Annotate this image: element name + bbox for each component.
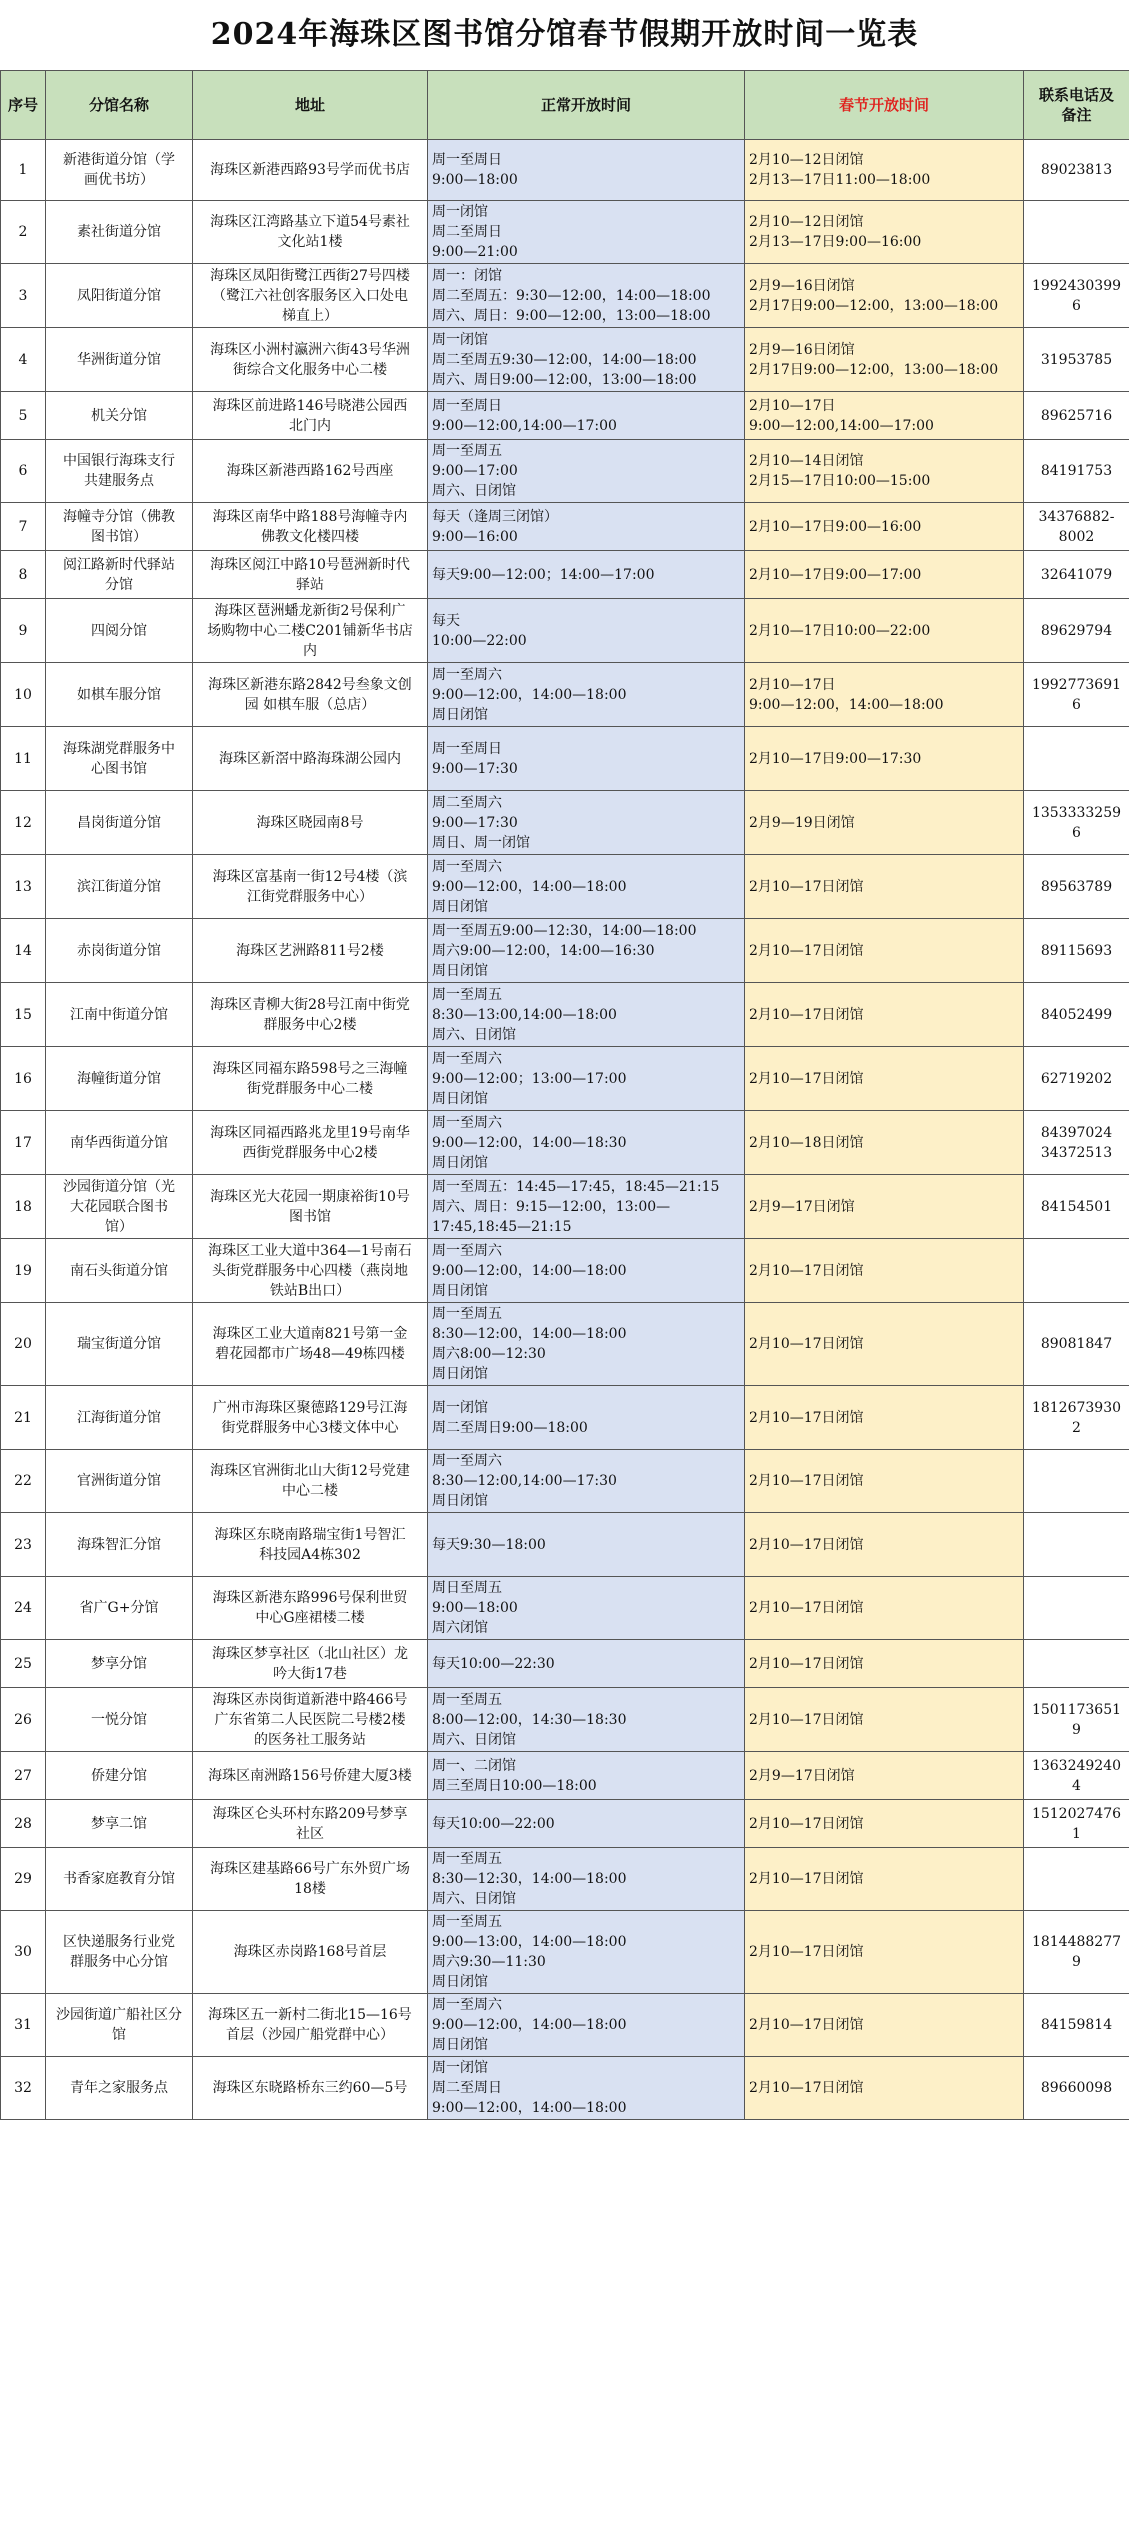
cell-contact: 34376882- 8002 bbox=[1024, 503, 1129, 551]
cell-contact: 18144882779 bbox=[1024, 1911, 1129, 1994]
cell-spring-hours: 2月10—17日闭馆 bbox=[745, 1047, 1024, 1111]
cell-address: 海珠区东晓路桥东三约60—5号 bbox=[193, 2057, 428, 2120]
table-row bbox=[1, 1239, 1129, 1303]
cell-normal-hours: 周一至周日 9:00—18:00 bbox=[428, 140, 745, 201]
cell-address: 海珠区建基路66号广东外贸广场 18楼 bbox=[193, 1848, 428, 1911]
page-title: 2024年海珠区图书馆分馆春节假期开放时间一览表 bbox=[210, 17, 919, 52]
cell-address: 海珠区梦享社区（北山社区）龙 吟大街17巷 bbox=[193, 1640, 428, 1688]
cell-normal-hours: 周一至周五 9:00—13:00，14:00—18:00 周六9:30—11:30 周日闭馆 bbox=[428, 1911, 745, 1994]
cell-no: 22 bbox=[1, 1450, 46, 1513]
cell-contact: 89081847 bbox=[1024, 1303, 1129, 1386]
cell-address: 海珠区凤阳街鹭江西街27号四楼 （鹭江六社创客服务区入口处电 梯直上） bbox=[193, 264, 428, 328]
table-header-row bbox=[1, 71, 1129, 140]
cell-contact: 62719202 bbox=[1024, 1047, 1129, 1111]
table-row bbox=[1, 1047, 1129, 1111]
cell-no: 4 bbox=[1, 328, 46, 392]
cell-name: 滨江街道分馆 bbox=[46, 855, 193, 919]
cell-no: 27 bbox=[1, 1752, 46, 1800]
cell-name: 新港街道分馆（学 画优书坊） bbox=[46, 140, 193, 201]
cell-name: 机关分馆 bbox=[46, 392, 193, 440]
cell-no: 14 bbox=[1, 919, 46, 983]
header-no: 序号 bbox=[1, 71, 46, 140]
cell-name: 华洲街道分馆 bbox=[46, 328, 193, 392]
cell-spring-hours: 2月9—19日闭馆 bbox=[745, 791, 1024, 855]
cell-no: 7 bbox=[1, 503, 46, 551]
cell-spring-hours: 2月10—17日闭馆 bbox=[745, 1239, 1024, 1303]
cell-no: 23 bbox=[1, 1513, 46, 1577]
cell-contact: 19927736916 bbox=[1024, 663, 1129, 727]
cell-contact: 13533332596 bbox=[1024, 791, 1129, 855]
cell-contact: 32641079 bbox=[1024, 551, 1129, 599]
cell-address: 海珠区小洲村瀛洲六街43号华洲 街综合文化服务中心二楼 bbox=[193, 328, 428, 392]
table-row bbox=[1, 264, 1129, 328]
cell-contact: 15120274761 bbox=[1024, 1800, 1129, 1848]
cell-name: 四阅分馆 bbox=[46, 599, 193, 663]
cell-contact bbox=[1024, 1450, 1129, 1513]
cell-contact: 84191753 bbox=[1024, 440, 1129, 503]
table-row bbox=[1, 1386, 1129, 1450]
cell-normal-hours: 周一至周日 9:00—12:00,14:00—17:00 bbox=[428, 392, 745, 440]
cell-no: 32 bbox=[1, 2057, 46, 2120]
cell-no: 6 bbox=[1, 440, 46, 503]
cell-no: 8 bbox=[1, 551, 46, 599]
cell-normal-hours: 周一至周六 9:00—12:00，14:00—18:00 周日闭馆 bbox=[428, 663, 745, 727]
cell-normal-hours: 周一至周六 9:00—12:00；13:00—17:00 周日闭馆 bbox=[428, 1047, 745, 1111]
header-address: 地址 bbox=[193, 71, 428, 140]
cell-spring-hours: 2月10—17日9:00—17:00 bbox=[745, 551, 1024, 599]
table-row bbox=[1, 551, 1129, 599]
cell-normal-hours: 周一、二闭馆 周三至周日10:00—18:00 bbox=[428, 1752, 745, 1800]
cell-contact: 15011736519 bbox=[1024, 1688, 1129, 1752]
cell-address: 海珠区新滘中路海珠湖公园内 bbox=[193, 727, 428, 791]
cell-no: 29 bbox=[1, 1848, 46, 1911]
cell-name: 昌岗街道分馆 bbox=[46, 791, 193, 855]
cell-contact: 31953785 bbox=[1024, 328, 1129, 392]
cell-normal-hours: 周一至周日 9:00—17:30 bbox=[428, 727, 745, 791]
cell-no: 15 bbox=[1, 983, 46, 1047]
cell-name: 海幢街道分馆 bbox=[46, 1047, 193, 1111]
cell-address: 海珠区富基南一街12号4楼（滨 江街党群服务中心） bbox=[193, 855, 428, 919]
cell-address: 海珠区南华中路188号海幢寺内 佛教文化楼四楼 bbox=[193, 503, 428, 551]
table-body bbox=[1, 140, 1129, 2120]
cell-contact bbox=[1024, 201, 1129, 264]
cell-address: 海珠区晓园南8号 bbox=[193, 791, 428, 855]
cell-spring-hours: 2月10—17日10:00—22:00 bbox=[745, 599, 1024, 663]
cell-spring-hours: 2月10—17日闭馆 bbox=[745, 983, 1024, 1047]
cell-address: 海珠区工业大道中364—1号南石 头街党群服务中心四楼（燕岗地 铁站B出口） bbox=[193, 1239, 428, 1303]
cell-spring-hours: 2月10—17日闭馆 bbox=[745, 1911, 1024, 1994]
table-row bbox=[1, 1640, 1129, 1688]
cell-spring-hours: 2月9—17日闭馆 bbox=[745, 1752, 1024, 1800]
cell-normal-hours: 周一：闭馆 周二至周五：9:30—12:00，14:00—18:00 周六、周日：9:00—12:00，13:00—18:00 bbox=[428, 264, 745, 328]
cell-normal-hours: 周一至周五 8:30—12:00，14:00—18:00 周六8:00—12:30 周日闭馆 bbox=[428, 1303, 745, 1386]
header-contact: 联系电话及 备注 bbox=[1024, 71, 1129, 140]
cell-no: 17 bbox=[1, 1111, 46, 1175]
cell-contact: 84397024 34372513 bbox=[1024, 1111, 1129, 1175]
cell-normal-hours: 每天9:00—12:00；14:00—17:00 bbox=[428, 551, 745, 599]
cell-spring-hours: 2月9—16日闭馆 2月17日9:00—12:00，13:00—18:00 bbox=[745, 328, 1024, 392]
cell-spring-hours: 2月10—17日闭馆 bbox=[745, 1800, 1024, 1848]
cell-no: 13 bbox=[1, 855, 46, 919]
cell-address: 海珠区光大花园一期康裕街10号 图书馆 bbox=[193, 1175, 428, 1239]
cell-contact: 89629794 bbox=[1024, 599, 1129, 663]
cell-spring-hours: 2月10—17日闭馆 bbox=[745, 1303, 1024, 1386]
cell-contact: 89115693 bbox=[1024, 919, 1129, 983]
cell-no: 18 bbox=[1, 1175, 46, 1239]
cell-no: 16 bbox=[1, 1047, 46, 1111]
cell-normal-hours: 每天 10:00—22:00 bbox=[428, 599, 745, 663]
table-row bbox=[1, 2057, 1129, 2120]
cell-name: 海珠湖党群服务中 心图书馆 bbox=[46, 727, 193, 791]
cell-no: 1 bbox=[1, 140, 46, 201]
cell-contact bbox=[1024, 1640, 1129, 1688]
cell-spring-hours: 2月10—17日闭馆 bbox=[745, 1577, 1024, 1640]
cell-name: 如棋车服分馆 bbox=[46, 663, 193, 727]
cell-name: 区快递服务行业党 群服务中心分馆 bbox=[46, 1911, 193, 1994]
cell-address: 海珠区南洲路156号侨建大厦3楼 bbox=[193, 1752, 428, 1800]
table-row bbox=[1, 201, 1129, 264]
table-row bbox=[1, 1175, 1129, 1239]
table-row bbox=[1, 1911, 1129, 1994]
table-row bbox=[1, 503, 1129, 551]
cell-no: 3 bbox=[1, 264, 46, 328]
cell-contact: 19924303996 bbox=[1024, 264, 1129, 328]
table-row bbox=[1, 599, 1129, 663]
cell-spring-hours: 2月10—12日闭馆 2月13—17日9:00—16:00 bbox=[745, 201, 1024, 264]
cell-name: 书香家庭教育分馆 bbox=[46, 1848, 193, 1911]
cell-no: 24 bbox=[1, 1577, 46, 1640]
cell-no: 25 bbox=[1, 1640, 46, 1688]
cell-address: 海珠区前进路146号晓港公园西 北门内 bbox=[193, 392, 428, 440]
cell-contact bbox=[1024, 1577, 1129, 1640]
cell-name: 省广G+分馆 bbox=[46, 1577, 193, 1640]
cell-name: 江海街道分馆 bbox=[46, 1386, 193, 1450]
table-row bbox=[1, 855, 1129, 919]
schedule-table bbox=[0, 70, 1129, 2120]
cell-address: 海珠区赤岗路168号首层 bbox=[193, 1911, 428, 1994]
cell-name: 南华西街道分馆 bbox=[46, 1111, 193, 1175]
cell-name: 梦享二馆 bbox=[46, 1800, 193, 1848]
table-row bbox=[1, 392, 1129, 440]
table-row bbox=[1, 1303, 1129, 1386]
header-name: 分馆名称 bbox=[46, 71, 193, 140]
table-row bbox=[1, 1800, 1129, 1848]
cell-address: 海珠区同福东路598号之三海幢 街党群服务中心二楼 bbox=[193, 1047, 428, 1111]
cell-spring-hours: 2月10—17日闭馆 bbox=[745, 1450, 1024, 1513]
cell-no: 20 bbox=[1, 1303, 46, 1386]
table-row bbox=[1, 440, 1129, 503]
cell-name: 沙园街道分馆（光 大花园联合图书 馆） bbox=[46, 1175, 193, 1239]
cell-name: 赤岗街道分馆 bbox=[46, 919, 193, 983]
cell-contact: 89563789 bbox=[1024, 855, 1129, 919]
cell-no: 30 bbox=[1, 1911, 46, 1994]
cell-contact: 13632492404 bbox=[1024, 1752, 1129, 1800]
cell-contact bbox=[1024, 1848, 1129, 1911]
cell-spring-hours: 2月10—18日闭馆 bbox=[745, 1111, 1024, 1175]
table-row bbox=[1, 1994, 1129, 2057]
cell-name: 南石头街道分馆 bbox=[46, 1239, 193, 1303]
cell-spring-hours: 2月10—14日闭馆 2月15—17日10:00—15:00 bbox=[745, 440, 1024, 503]
cell-contact: 89023813 bbox=[1024, 140, 1129, 201]
cell-address: 海珠区官洲街北山大街12号党建 中心二楼 bbox=[193, 1450, 428, 1513]
cell-normal-hours: 周一至周五：14:45—17:45，18:45—21:15 周六、周日：9:15—12:00，13:00— 17:45,18:45—21:15 bbox=[428, 1175, 745, 1239]
cell-normal-hours: 周一闭馆 周二至周五9:30—12:00，14:00—18:00 周六、周日9:00—12:00，13:00—18:00 bbox=[428, 328, 745, 392]
cell-normal-hours: 周一闭馆 周二至周日 9:00—12:00，14:00—18:00 bbox=[428, 2057, 745, 2120]
cell-name: 凤阳街道分馆 bbox=[46, 264, 193, 328]
cell-normal-hours: 周日至周五 9:00—18:00 周六闭馆 bbox=[428, 1577, 745, 1640]
cell-no: 21 bbox=[1, 1386, 46, 1450]
cell-normal-hours: 周一闭馆 周二至周日 9:00—21:00 bbox=[428, 201, 745, 264]
table-row bbox=[1, 983, 1129, 1047]
cell-name: 梦享分馆 bbox=[46, 1640, 193, 1688]
cell-address: 海珠区五一新村二街北15—16号 首层（沙园广船党群中心） bbox=[193, 1994, 428, 2057]
cell-no: 11 bbox=[1, 727, 46, 791]
header-spring-hours: 春节开放时间 bbox=[745, 71, 1024, 140]
cell-normal-hours: 周一至周五 8:00—12:00，14:30—18:30 周六、日闭馆 bbox=[428, 1688, 745, 1752]
cell-address: 海珠区新港东路2842号叁象文创 园 如棋车服（总店） bbox=[193, 663, 428, 727]
cell-address: 海珠区新港西路93号学而优书店 bbox=[193, 140, 428, 201]
cell-address: 海珠区新港东路996号保利世贸 中心G座裙楼二楼 bbox=[193, 1577, 428, 1640]
table-row bbox=[1, 663, 1129, 727]
cell-spring-hours: 2月10—17日闭馆 bbox=[745, 1848, 1024, 1911]
cell-contact bbox=[1024, 1513, 1129, 1577]
cell-normal-hours: 周一至周六 9:00—12:00，14:00—18:30 周日闭馆 bbox=[428, 1111, 745, 1175]
cell-spring-hours: 2月10—17日9:00—17:30 bbox=[745, 727, 1024, 791]
cell-no: 26 bbox=[1, 1688, 46, 1752]
cell-address: 海珠区江湾路基立下道54号素社 文化站1楼 bbox=[193, 201, 428, 264]
cell-normal-hours: 每天9:30—18:00 bbox=[428, 1513, 745, 1577]
cell-no: 19 bbox=[1, 1239, 46, 1303]
table-row bbox=[1, 1752, 1129, 1800]
table-row bbox=[1, 1513, 1129, 1577]
cell-no: 5 bbox=[1, 392, 46, 440]
cell-contact: 84159814 bbox=[1024, 1994, 1129, 2057]
cell-name: 沙园街道广船社区分 馆 bbox=[46, 1994, 193, 2057]
cell-name: 瑞宝街道分馆 bbox=[46, 1303, 193, 1386]
cell-address: 海珠区青柳大街28号江南中街党 群服务中心2楼 bbox=[193, 983, 428, 1047]
cell-spring-hours: 2月10—17日闭馆 bbox=[745, 1994, 1024, 2057]
table-row bbox=[1, 727, 1129, 791]
cell-contact: 89660098 bbox=[1024, 2057, 1129, 2120]
cell-normal-hours: 每天（逢周三闭馆） 9:00—16:00 bbox=[428, 503, 745, 551]
cell-name: 海珠智汇分馆 bbox=[46, 1513, 193, 1577]
cell-address: 海珠区新港西路162号西座 bbox=[193, 440, 428, 503]
cell-normal-hours: 周一至周六 9:00—12:00，14:00—18:00 周日闭馆 bbox=[428, 1239, 745, 1303]
cell-normal-hours: 周二至周六 9:00—17:30 周日、周一闭馆 bbox=[428, 791, 745, 855]
table-row bbox=[1, 1577, 1129, 1640]
cell-spring-hours: 2月9—16日闭馆 2月17日9:00—12:00，13:00—18:00 bbox=[745, 264, 1024, 328]
cell-address: 海珠区琶洲蟠龙新街2号保利广 场购物中心二楼C201铺新华书店 内 bbox=[193, 599, 428, 663]
cell-address: 海珠区仑头环村东路209号梦享 社区 bbox=[193, 1800, 428, 1848]
cell-normal-hours: 每天10:00—22:00 bbox=[428, 1800, 745, 1848]
cell-normal-hours: 周一至周五 8:30—12:30，14:00—18:00 周六、日闭馆 bbox=[428, 1848, 745, 1911]
cell-contact: 89625716 bbox=[1024, 392, 1129, 440]
cell-name: 青年之家服务点 bbox=[46, 2057, 193, 2120]
cell-normal-hours: 周一至周五9:00—12:30，14:00—18:00 周六9:00—12:00，14:00—16:30 周日闭馆 bbox=[428, 919, 745, 983]
cell-contact: 84052499 bbox=[1024, 983, 1129, 1047]
cell-address: 广州市海珠区聚德路129号江海 街党群服务中心3楼文体中心 bbox=[193, 1386, 428, 1450]
table-row bbox=[1, 919, 1129, 983]
cell-address: 海珠区同福西路兆龙里19号南华 西街党群服务中心2楼 bbox=[193, 1111, 428, 1175]
cell-name: 江南中街道分馆 bbox=[46, 983, 193, 1047]
cell-spring-hours: 2月10—17日 9:00—12:00,14:00—17:00 bbox=[745, 392, 1024, 440]
cell-spring-hours: 2月10—17日闭馆 bbox=[745, 1386, 1024, 1450]
table-row bbox=[1, 1688, 1129, 1752]
table-row bbox=[1, 1111, 1129, 1175]
cell-normal-hours: 周一至周五 9:00—17:00 周六、日闭馆 bbox=[428, 440, 745, 503]
cell-normal-hours: 周一至周六 9:00—12:00，14:00—18:00 周日闭馆 bbox=[428, 1994, 745, 2057]
cell-normal-hours: 每天10:00—22:30 bbox=[428, 1640, 745, 1688]
table-row bbox=[1, 1848, 1129, 1911]
cell-contact bbox=[1024, 727, 1129, 791]
cell-name: 中国银行海珠支行 共建服务点 bbox=[46, 440, 193, 503]
header-normal-hours: 正常开放时间 bbox=[428, 71, 745, 140]
cell-address: 海珠区工业大道南821号第一金 碧花园都市广场48—49栋四楼 bbox=[193, 1303, 428, 1386]
cell-normal-hours: 周一至周六 9:00—12:00，14:00—18:00 周日闭馆 bbox=[428, 855, 745, 919]
cell-name: 素社街道分馆 bbox=[46, 201, 193, 264]
cell-spring-hours: 2月10—17日 9:00—12:00，14:00—18:00 bbox=[745, 663, 1024, 727]
cell-no: 31 bbox=[1, 1994, 46, 2057]
cell-spring-hours: 2月9—17日闭馆 bbox=[745, 1175, 1024, 1239]
cell-name: 阅江路新时代驿站 分馆 bbox=[46, 551, 193, 599]
cell-normal-hours: 周一闭馆 周二至周日9:00—18:00 bbox=[428, 1386, 745, 1450]
table-row bbox=[1, 1450, 1129, 1513]
cell-contact: 84154501 bbox=[1024, 1175, 1129, 1239]
cell-spring-hours: 2月10—17日闭馆 bbox=[745, 1640, 1024, 1688]
cell-no: 10 bbox=[1, 663, 46, 727]
cell-name: 海幢寺分馆（佛教 图书馆） bbox=[46, 503, 193, 551]
cell-no: 2 bbox=[1, 201, 46, 264]
cell-no: 9 bbox=[1, 599, 46, 663]
cell-spring-hours: 2月10—17日闭馆 bbox=[745, 1513, 1024, 1577]
table-row bbox=[1, 140, 1129, 201]
cell-address: 海珠区东晓南路瑞宝街1号智汇 科技园A4栋302 bbox=[193, 1513, 428, 1577]
cell-spring-hours: 2月10—17日闭馆 bbox=[745, 919, 1024, 983]
cell-name: 侨建分馆 bbox=[46, 1752, 193, 1800]
cell-name: 官洲街道分馆 bbox=[46, 1450, 193, 1513]
cell-spring-hours: 2月10—17日闭馆 bbox=[745, 1688, 1024, 1752]
cell-address: 海珠区赤岗街道新港中路466号 广东省第二人民医院二号楼2楼 的医务社工服务站 bbox=[193, 1688, 428, 1752]
cell-contact: 18126739302 bbox=[1024, 1386, 1129, 1450]
cell-no: 12 bbox=[1, 791, 46, 855]
cell-normal-hours: 周一至周五 8:30—13:00,14:00—18:00 周六、日闭馆 bbox=[428, 983, 745, 1047]
cell-address: 海珠区艺洲路811号2楼 bbox=[193, 919, 428, 983]
table-row bbox=[1, 791, 1129, 855]
cell-name: 一悦分馆 bbox=[46, 1688, 193, 1752]
cell-spring-hours: 2月10—17日闭馆 bbox=[745, 2057, 1024, 2120]
cell-address: 海珠区阅江中路10号琶洲新时代 驿站 bbox=[193, 551, 428, 599]
cell-spring-hours: 2月10—17日9:00—16:00 bbox=[745, 503, 1024, 551]
cell-spring-hours: 2月10—17日闭馆 bbox=[745, 855, 1024, 919]
cell-normal-hours: 周一至周六 8:30—12:00,14:00—17:30 周日闭馆 bbox=[428, 1450, 745, 1513]
table-row bbox=[1, 328, 1129, 392]
cell-spring-hours: 2月10—12日闭馆 2月13—17日11:00—18:00 bbox=[745, 140, 1024, 201]
cell-no: 28 bbox=[1, 1800, 46, 1848]
cell-contact bbox=[1024, 1239, 1129, 1303]
